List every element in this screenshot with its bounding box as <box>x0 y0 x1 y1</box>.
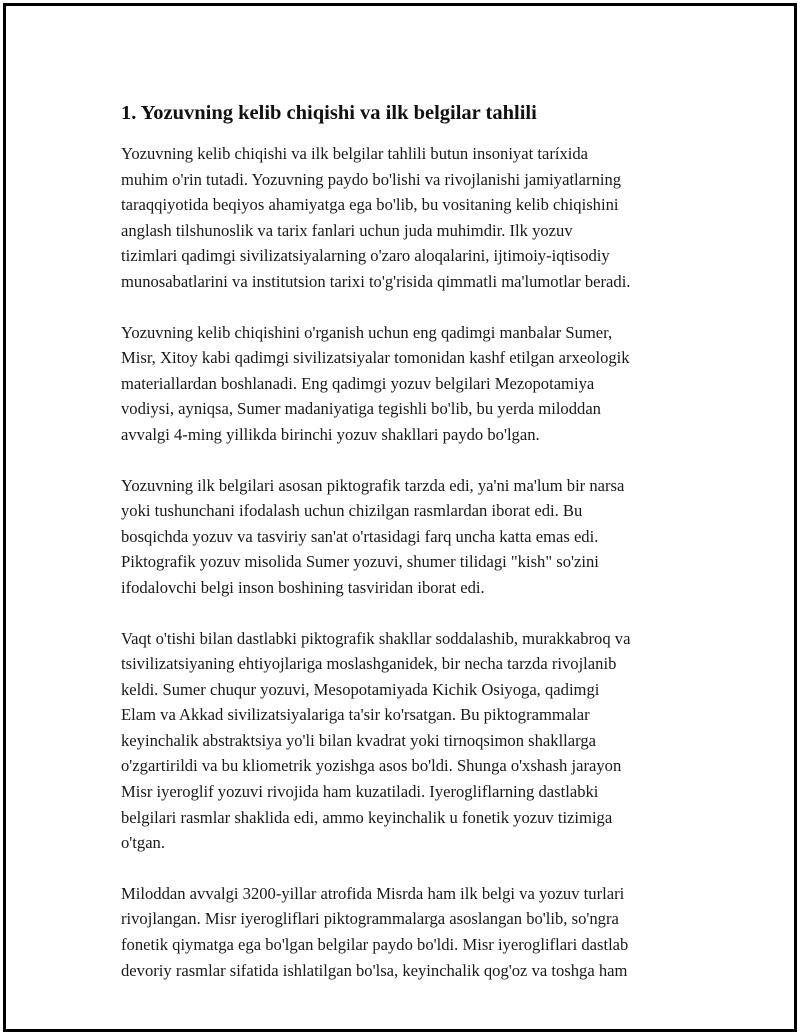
paragraph-line: tizimlari qadimgi sivilizatsiyalarning o'zaro aloqalarini, ijtimoiy-iqtisodiy <box>121 246 610 266</box>
paragraph-line: anglash tilshunoslik va tarix fanlari uchun juda muhimdir. Ilk yozuv <box>121 220 573 240</box>
paragraph <box>121 626 691 856</box>
paragraph-line: Misr iyeroglif yozuvi rivojida ham kuzatiladi. Iyerogliflarning dastlabki <box>121 782 599 802</box>
paragraph-line: avvalgi 4-ming yillikda birinchi yozuv shakllari paydo bo'lgan. <box>121 424 540 444</box>
page-frame <box>3 3 797 1032</box>
paragraph-line: Yozuvning kelib chiqishi va ilk belgilar tahlili butun insoniyat taríxida <box>121 144 589 163</box>
paragraph-line: muhim o'rin tutadi. Yozuvning paydo bo'lishi va rivojlanishi jamiyatlarning <box>121 169 622 189</box>
paragraph-line: Miloddan avvalgi 3200-yillar atrofida Misrda ham ilk belgi va yozuv turlari <box>121 883 625 903</box>
paragraph-line: tsivilizatsiyaning ehtiyojlariga moslashganidek, bir necha tarzda rivojlanib <box>121 654 617 674</box>
paragraph-line: Misr, Xitoy kabi qadimgi sivilizatsiyalar tomonidan kashf etilgan arxeologik <box>121 348 630 368</box>
paragraph-line: Yozuvning ilk belgilari asosan piktografik tarzda edi, ya'ni ma'lum bir narsa <box>121 475 625 495</box>
paragraph-line: fonetik qiymatga ega bo'lgan belgilar paydo bo'ldi. Misr iyerogliflari dastlab <box>121 935 629 955</box>
paragraph-line: Piktografik yozuv misolida Sumer yozuvi, shumer tilidagi "kish" so'zini <box>121 552 599 572</box>
paragraph-line: materiallardan boshlanadi. Eng qadimgi yozuv belgilari Mezopotamiya <box>121 373 595 393</box>
paragraph-line: Yozuvning kelib chiqishini o'rganish uchun eng qadimgi manbalar Sumer, <box>121 322 613 342</box>
paragraph-line: yoki tushunchani ifodalash uchun chizilgan rasmlardan iborat edi. Bu <box>121 501 583 521</box>
paragraph-line: Vaqt o'tishi bilan dastlabki piktografik shakllar soddalashib, murakkabroq va <box>121 628 631 648</box>
paragraph-line: devoriy rasmlar sifatida ishlatilgan bo'lsa, keyinchalik qog'oz va toshga ham <box>121 960 628 980</box>
paragraph-line: rivojlangan. Misr iyerogliflari piktogrammalarga asoslangan bo'lib, so'ngra <box>121 909 619 929</box>
paragraph-line: taraqqiyotida beqiyos ahamiyatga ega bo'lib, bu vositaning kelib chiqishini <box>121 195 619 215</box>
paragraph-line: bosqichda yozuv va tasviriy san'at o'rtasidagi farq uncha katta emas edi. <box>121 526 599 546</box>
paragraph <box>121 320 691 448</box>
paragraph-line: belgilari rasmlar shaklida edi, ammo keyinchalik u fonetik yozuv tizimiga <box>121 807 613 827</box>
paragraph <box>121 881 691 983</box>
paragraph-list <box>121 141 691 983</box>
document-body <box>121 100 691 1008</box>
paragraph-line: ifodalovchi belgi inson boshining tasviridan iborat edi. <box>121 577 485 597</box>
paragraph-line: munosabatlarini va institutsion tarixi to'g'risida qimmatli ma'lumotlar beradi. <box>121 271 631 291</box>
paragraph-line: o'zgartirildi va bu kliometrik yozishga asos bo'ldi. Shunga o'xshash jarayon <box>121 756 622 776</box>
paragraph <box>121 141 691 295</box>
paragraph <box>121 473 691 601</box>
paragraph-line: o'tgan. <box>121 833 166 853</box>
paragraph-line: Elam va Akkad sivilizatsiyalariga ta'sir ko'rsatgan. Bu piktogrammalar <box>121 705 590 725</box>
section-heading: 1. Yozuvning kelib chiqishi va ilk belgilar tahlili <box>121 102 537 124</box>
paragraph-line: vodiysi, ayniqsa, Sumer madaniyatiga tegishli bo'lib, bu yerda miloddan <box>121 399 601 419</box>
paragraph-line: keyinchalik abstraktsiya yo'li bilan kvadrat yoki tirnoqsimon shakllarga <box>121 730 597 750</box>
paragraph-line: keldi. Sumer chuqur yozuvi, Mesopotamiyada Kichik Osiyoga, qadimgi <box>121 679 600 699</box>
